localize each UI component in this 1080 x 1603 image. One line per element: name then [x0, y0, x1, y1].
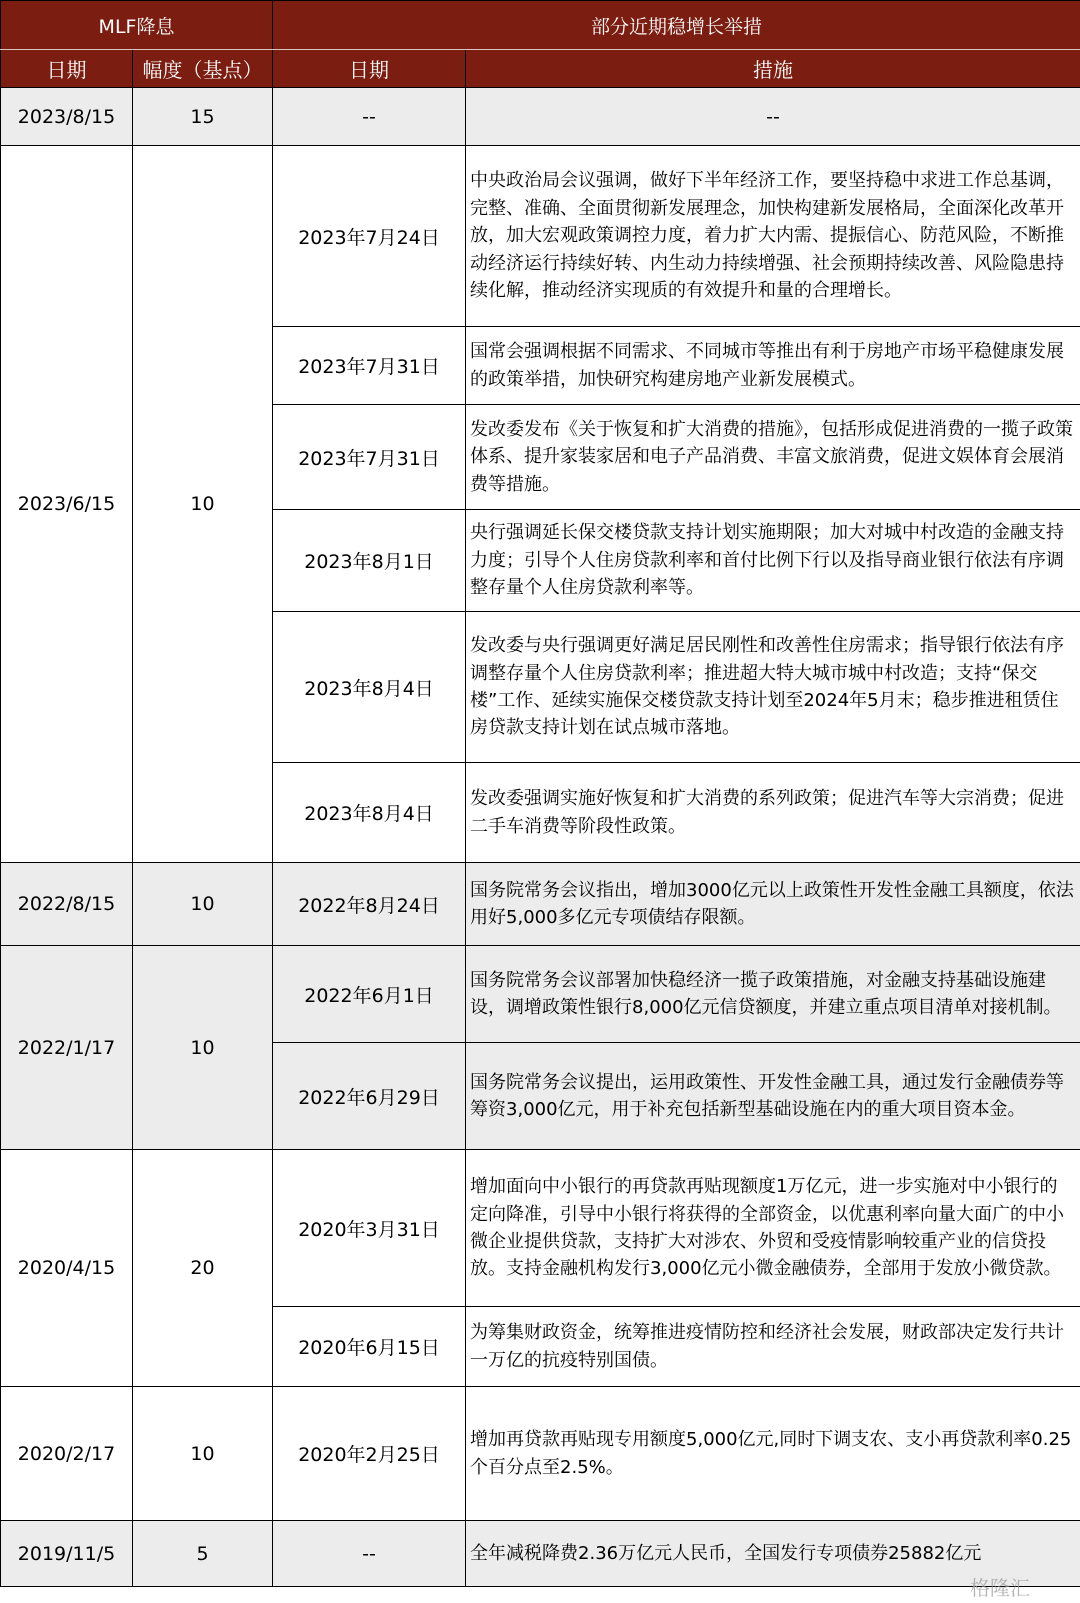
measure-text-cell: 为筹集财政资金，统筹推进疫情防控和经济社会发展，财政部决定发行共计一万亿的抗疫特别国债。 — [466, 1307, 1080, 1387]
table-row — [1, 1150, 1080, 1307]
bp-cell: 10 — [133, 146, 273, 863]
measure-text-cell: 发改委与央行强调更好满足居民刚性和改善性住房需求；指导银行依法有序调整存量个人住房贷款利率；推进超大特大城市城中村改造；支持“保交楼”工作、延续实施保交楼贷款支持计划至2024年5月末；稳步推进租赁住房贷款支持计划在试点城市落地。 — [466, 612, 1080, 763]
measure-text-cell: 中央政治局会议强调，做好下半年经济工作，要坚持稳中求进工作总基调，完整、准确、全面贯彻新发展理念，加快构建新发展格局，全面深化改革开放，加大宏观政策调控力度，着力扩大内需、提振信心、防范风险，不断推动经济运行持续好转、内生动力持续增强、社会预期持续改善、风险隐患持续化解，推动经济实现质的有效提升和量的合理增长。 — [466, 146, 1080, 327]
table-row — [1, 863, 1080, 946]
mlf-date-cell: 2019/11/5 — [1, 1521, 133, 1587]
table-row — [1, 1387, 1080, 1521]
bp-cell: 10 — [133, 1387, 273, 1521]
measure-text-cell: 央行强调延长保交楼贷款支持计划实施期限；加大对城中村改造的金融支持力度；引导个人住房贷款利率和首付比例下行以及指导商业银行依法有序调整存量个人住房贷款利率等。 — [466, 510, 1080, 612]
measure-date-cell: 2022年6月1日 — [273, 946, 466, 1043]
measure-date-cell: 2023年8月4日 — [273, 612, 466, 763]
measure-date-cell: -- — [273, 1521, 466, 1587]
measure-date-cell: 2022年8月24日 — [273, 863, 466, 946]
bp-cell: 10 — [133, 946, 273, 1150]
table-row — [1, 88, 1080, 146]
measure-date-cell: 2020年3月31日 — [273, 1150, 466, 1307]
watermark-logo: 格隆汇 — [970, 1576, 1030, 1600]
measure-date-cell: -- — [273, 88, 466, 146]
measure-text-cell: 发改委发布《关于恢复和扩大消费的措施》，包括形成促进消费的一揽子政策体系、提升家装家居和电子产品消费、丰富文旅消费，促进文娱体育会展消费等措施。 — [466, 405, 1080, 510]
measure-date-cell: 2023年7月24日 — [273, 146, 466, 327]
measure-date-cell: 2023年8月4日 — [273, 763, 466, 863]
column-header-date: 日期 — [1, 50, 133, 88]
measure-date-cell: 2022年6月29日 — [273, 1043, 466, 1150]
column-header-bp: 幅度（基点） — [133, 50, 273, 88]
group-header-measures: 部分近期稳增长举措 — [273, 1, 1080, 50]
mlf-date-cell: 2022/1/17 — [1, 946, 133, 1150]
bp-cell: 20 — [133, 1150, 273, 1387]
measure-text-cell: 增加再贷款再贴现专用额度5,000亿元,同时下调支农、支小再贷款利率0.25个百分点至2.5%。 — [466, 1387, 1080, 1521]
measure-text-cell: -- — [466, 88, 1080, 146]
bp-cell: 10 — [133, 863, 273, 946]
measure-date-cell: 2023年7月31日 — [273, 405, 466, 510]
measure-text-cell: 发改委强调实施好恢复和扩大消费的系列政策；促进汽车等大宗消费；促进二手车消费等阶段性政策。 — [466, 763, 1080, 863]
measure-text-cell: 全年减税降费2.36万亿元人民币，全国发行专项债券25882亿元 — [466, 1521, 1080, 1587]
measure-text-cell: 国务院常务会议部署加快稳经济一揽子政策措施，对金融支持基础设施建设，调增政策性银行8,000亿元信贷额度，并建立重点项目清单对接机制。 — [466, 946, 1080, 1043]
mlf-date-cell: 2023/8/15 — [1, 88, 133, 146]
mlf-date-cell: 2020/2/17 — [1, 1387, 133, 1521]
measure-text-cell: 增加面向中小银行的再贷款再贴现额度1万亿元，进一步实施对中小银行的定向降准，引导中小银行将获得的全部资金，以优惠利率向量大面广的中小微企业提供贷款，支持扩大对涉农、外贸和受疫情影响较重产业的信贷投放。支持金融机构发行3,000亿元小微金融债券，全部用于发放小微贷款。 — [466, 1150, 1080, 1307]
measure-date-cell: 2023年7月31日 — [273, 327, 466, 405]
measure-text-cell: 国务院常务会议指出，增加3000亿元以上政策性开发性金融工具额度，依法用好5,000多亿元专项债结存限额。 — [466, 863, 1080, 946]
mlf-date-cell: 2023/6/15 — [1, 146, 133, 863]
measure-date-cell: 2020年6月15日 — [273, 1307, 466, 1387]
measure-text-cell: 国常会强调根据不同需求、不同城市等推出有利于房地产市场平稳健康发展的政策举措，加快研究构建房地产业新发展模式。 — [466, 327, 1080, 405]
mlf-date-cell: 2022/8/15 — [1, 863, 133, 946]
bp-cell: 5 — [133, 1521, 273, 1587]
table-row — [1, 946, 1080, 1043]
bp-cell: 15 — [133, 88, 273, 146]
mlf-date-cell: 2020/4/15 — [1, 1150, 133, 1387]
table-row — [1, 146, 1080, 327]
measure-date-cell: 2020年2月25日 — [273, 1387, 466, 1521]
measure-date-cell: 2023年8月1日 — [273, 510, 466, 612]
column-header-measure-date: 日期 — [273, 50, 466, 88]
measure-text-cell: 国务院常务会议提出，运用政策性、开发性金融工具，通过发行金融债券等筹资3,000亿元，用于补充包括新型基础设施在内的重大项目资本金。 — [466, 1043, 1080, 1150]
column-header-measure: 措施 — [466, 50, 1080, 88]
table-row — [1, 1521, 1080, 1587]
group-header-mlf: MLF降息 — [1, 1, 273, 50]
